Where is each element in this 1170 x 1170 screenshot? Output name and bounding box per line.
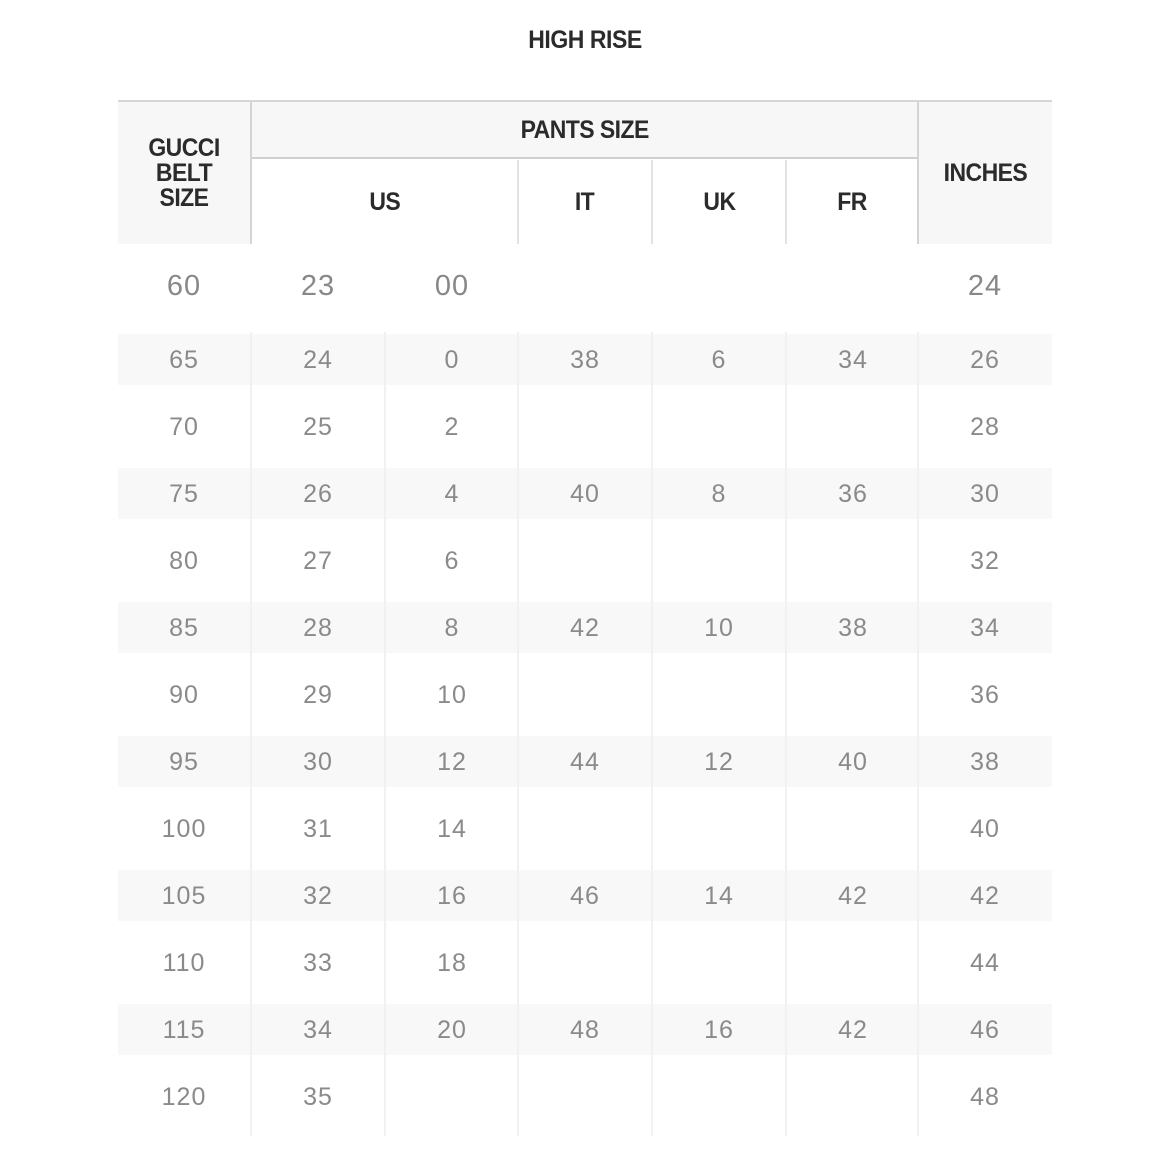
table-cell-inches: 24: [967, 270, 1003, 302]
table-cell-uk: 10: [704, 614, 734, 642]
table-cell-us1: 31: [303, 815, 333, 843]
header-divider: [785, 160, 787, 244]
table-cell-us2: 0: [444, 346, 460, 374]
table-cell-fr: 42: [838, 1016, 868, 1044]
header-divider: [517, 160, 519, 244]
table-cell-it: 48: [570, 1016, 600, 1044]
pants-size-header: [252, 102, 917, 158]
table-cell-belt: 80: [169, 547, 199, 575]
column-divider: [651, 332, 653, 1136]
table-cell-uk: 16: [704, 1016, 734, 1044]
table-cell-belt: 100: [161, 815, 207, 843]
table-cell-belt: 70: [169, 413, 199, 441]
pants-header-divider: [252, 157, 917, 159]
table-cell-belt: 75: [169, 480, 199, 508]
table-cell-belt: 95: [169, 748, 199, 776]
table-cell-inches: 36: [970, 681, 1000, 709]
table-cell-us1: 24: [303, 346, 333, 374]
table-cell-inches: 34: [970, 614, 1000, 642]
it-header-label: IT: [575, 187, 595, 216]
table-cell-inches: 48: [970, 1083, 1000, 1111]
table-cell-us2: 6: [444, 547, 460, 575]
table-cell-us2: 2: [444, 413, 460, 441]
table-cell-us2: 8: [444, 614, 460, 642]
table-cell-us1: 28: [303, 614, 333, 642]
table-cell-us2: 16: [437, 882, 467, 910]
table-cell-belt: 110: [162, 949, 206, 977]
fr-header-label: FR: [837, 187, 867, 216]
table-cell-inches: 32: [970, 547, 1000, 575]
inches-header: [919, 102, 1052, 244]
table-cell-inches: 26: [970, 346, 1000, 374]
table-cell-it: 40: [570, 480, 600, 508]
table-cell-us1: 26: [303, 480, 333, 508]
table-cell-belt: 65: [169, 346, 199, 374]
column-divider: [384, 332, 386, 1136]
table-cell-fr: 38: [838, 614, 868, 642]
table-cell-fr: 42: [838, 882, 868, 910]
table-cell-it: 38: [570, 346, 600, 374]
table-cell-inches: 30: [970, 480, 1000, 508]
table-cell-us1: 34: [303, 1016, 333, 1044]
pants-size-header-label: PANTS SIZE: [520, 115, 649, 144]
column-divider: [917, 332, 919, 1136]
table-cell-us2: 18: [437, 949, 467, 977]
table-cell-belt: 105: [161, 882, 207, 910]
header-divider: [917, 102, 919, 244]
table-cell-us2: 4: [444, 480, 460, 508]
table-cell-us1: 25: [303, 413, 333, 441]
table-cell-inches: 42: [970, 882, 1000, 910]
column-divider: [785, 332, 787, 1136]
table-cell-inches: 28: [970, 413, 1000, 441]
uk-header-label: UK: [702, 187, 736, 216]
table-cell-us1: 32: [303, 882, 333, 910]
header-divider: [250, 102, 252, 244]
table-cell-us1: 33: [303, 949, 333, 977]
us-header-label: US: [369, 187, 400, 216]
table-cell-belt: 120: [161, 1083, 207, 1111]
table-cell-belt: 90: [169, 681, 199, 709]
table-cell-us2: 14: [437, 815, 467, 843]
table-cell-inches: 38: [970, 748, 1000, 776]
table-cell-us2: 00: [434, 270, 470, 302]
inches-header-label: INCHES: [943, 158, 1028, 187]
table-cell-us2: 20: [437, 1016, 467, 1044]
page-title: HIGH RISE: [528, 26, 642, 54]
table-cell-uk: 14: [704, 882, 734, 910]
column-divider: [250, 332, 252, 1136]
table-cell-us1: 23: [300, 270, 336, 302]
table-cell-fr: 40: [838, 748, 868, 776]
column-divider: [517, 332, 519, 1136]
table-cell-belt: 60: [166, 270, 202, 302]
uk-header: [653, 160, 785, 244]
us-header: [252, 160, 517, 244]
table-cell-uk: 8: [711, 480, 727, 508]
table-cell-inches: 46: [970, 1016, 1000, 1044]
table-cell-fr: 36: [838, 480, 868, 508]
table-cell-us2: 10: [437, 681, 467, 709]
table-cell-us1: 27: [303, 547, 333, 575]
table-cell-belt: 85: [169, 614, 199, 642]
table-cell-inches: 40: [970, 815, 1000, 843]
table-cell-it: 42: [570, 614, 600, 642]
fr-header: [787, 160, 917, 244]
header-divider: [651, 160, 653, 244]
it-header: [519, 160, 651, 244]
table-cell-uk: 6: [711, 346, 727, 374]
table-cell-inches: 44: [970, 949, 1000, 977]
belt-size-header-line2: SIZE: [159, 183, 209, 212]
table-cell-it: 46: [570, 882, 600, 910]
table-cell-belt: 115: [162, 1016, 206, 1044]
table-cell-us2: 12: [437, 748, 467, 776]
table-cell-us1: 35: [303, 1083, 333, 1111]
table-cell-uk: 12: [704, 748, 734, 776]
table-cell-us1: 30: [303, 748, 333, 776]
table-cell-it: 44: [570, 748, 600, 776]
table-cell-fr: 34: [838, 346, 868, 374]
belt-size-header-line1: GUCCI BELT: [148, 133, 220, 187]
belt-size-header: [118, 102, 250, 244]
table-cell-us1: 29: [303, 681, 333, 709]
